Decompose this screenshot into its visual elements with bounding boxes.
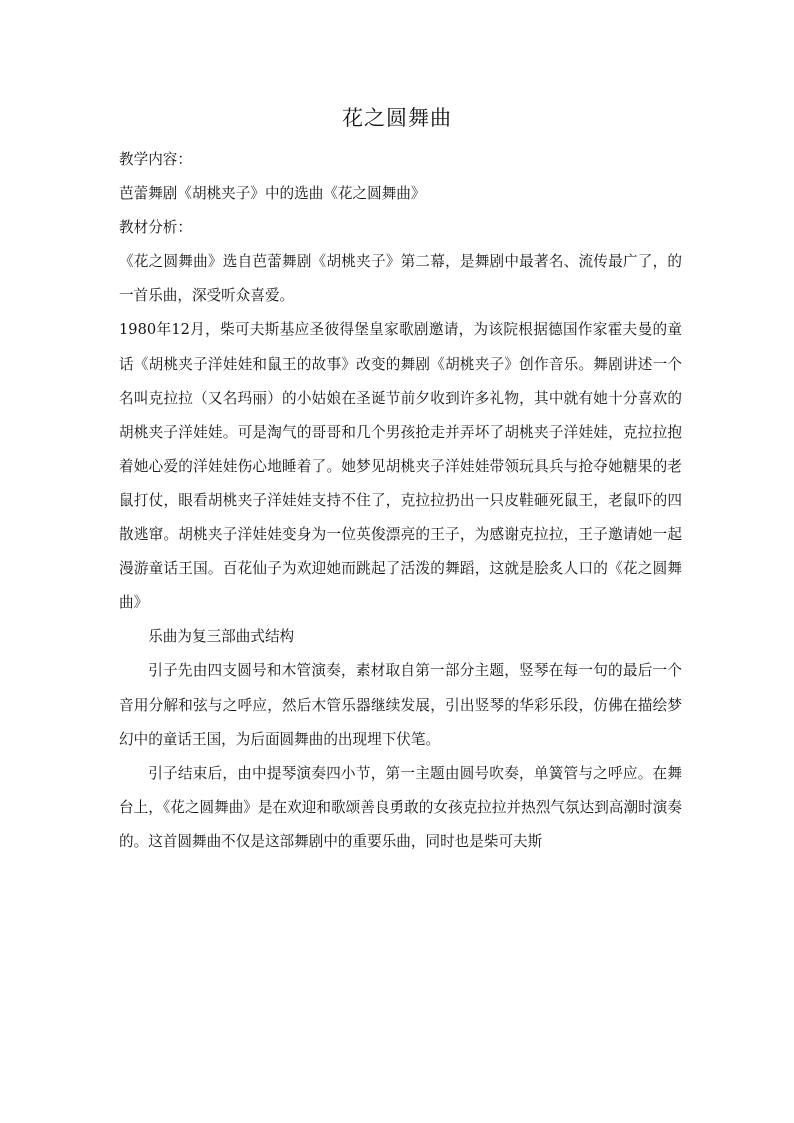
section-label-material-analysis: 教材分析： [119, 219, 192, 237]
document-body [119, 143, 682, 859]
analysis-paragraph-story: 1980年12月，柴可夫斯基应圣彼得堡皇家歌剧邀请，为该院根据德国作家霍夫曼的童话《胡桃夹子洋娃娃和鼠王的故事》改变的舞剧《胡桃夹子》创作音乐。舞剧讲述一个名叫克拉拉（又名玛丽）的小姑娘在圣诞节前夕收到许多礼物，其中就有她十分喜欢的胡桃夹子洋娃娃。可是淘气的哥哥和几个男孩抢走并弄坏了胡桃夹子洋娃娃，克拉拉抱着她心爱的洋娃娃伤心地睡着了。她梦见胡桃夹子洋娃娃带领玩具兵与抢夺她糖果的老鼠打仗，眼看胡桃夹子洋娃娃支持不住了，克拉拉扔出一只皮鞋砸死鼠王，老鼠吓的四散逃窜。胡桃夹子洋娃娃变身为一位英俊漂亮的王子，为感谢克拉拉，王子邀请她一起漫游童话王国。百花仙子为欢迎她而跳起了活泼的舞蹈，这就是脍炙人口的《花之圆舞曲》 [119, 321, 682, 612]
intro-section-paragraph: 引子先由四支圆号和木管演奏，素材取自第一部分主题，竖琴在每一句的最后一个音用分解和弦与之呼应，然后木管乐器继续发展，引出竖琴的华彩乐段，仿佛在描绘梦幻中的童话王国，为后面圆舞曲的出现埋下伏笔。 [119, 662, 682, 748]
analysis-paragraph-intro: 《花之圆舞曲》选自芭蕾舞剧《胡桃夹子》第二幕，是舞剧中最著名、流传最广了，的一首乐曲，深受听众喜爱。 [119, 253, 682, 305]
page-title: 花之圆舞曲 [342, 106, 452, 130]
structure-note: 乐曲为复三部曲式结构 [148, 628, 295, 646]
teaching-content-text: 芭蕾舞剧《胡桃夹子》中的选曲《花之圆舞曲》 [119, 185, 426, 203]
section-label-teaching-content: 教学内容： [119, 151, 192, 168]
first-theme-paragraph: 引子结束后，由中提琴演奏四小节，第一主题由圆号吹奏，单簧管与之呼应。在舞台上，《花之圆舞曲》是在欢迎和歌颂善良勇敢的女孩克拉拉并热烈气氛达到高潮时演奏的。这首圆舞曲不仅是这部舞剧中的重要乐曲，同时也是柴可夫斯 [119, 764, 682, 850]
